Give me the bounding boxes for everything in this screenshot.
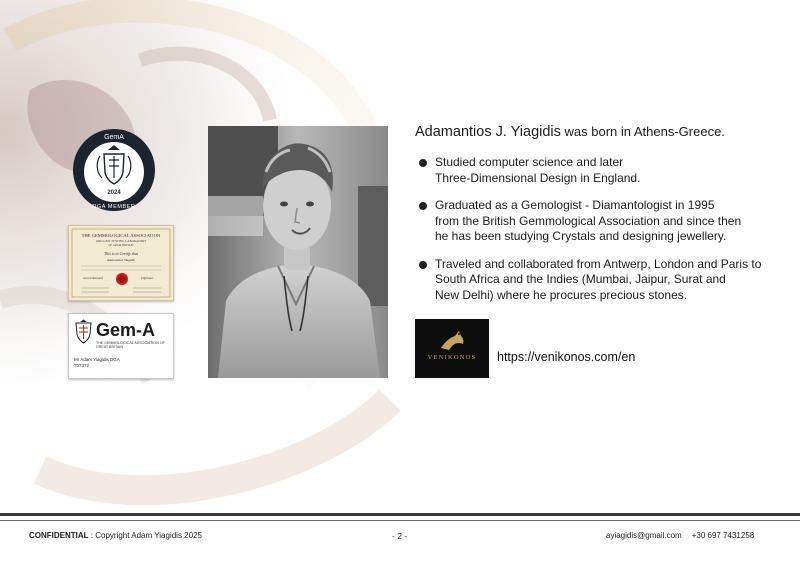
- diploma-certificate: [68, 225, 174, 301]
- contact-phone: +30 697 7431258: [691, 531, 755, 540]
- card-holder-name: Mr Adam Yiagidis DGA: [74, 357, 120, 362]
- gem-a-member-card: [68, 313, 174, 379]
- confidential-label: CONFIDENTIAL: [29, 531, 89, 540]
- venikonos-logo: [415, 319, 489, 378]
- footer-contact: [606, 531, 754, 540]
- card-member-number: 707372: [74, 362, 90, 368]
- cert-left-label: Gem Diamond: [83, 276, 103, 280]
- bullet-icon: [419, 261, 427, 269]
- page-number: - 2 -: [392, 531, 408, 541]
- bird-logo-icon: [437, 328, 467, 352]
- badge-top-text: GemA: [104, 134, 124, 141]
- intro-text: was born in Athens-Greece.: [560, 124, 725, 139]
- bullet-icon: [419, 159, 427, 167]
- cert-header: THE GEMMOLOGICAL ASSOCIATION: [81, 233, 161, 238]
- logo-wordmark: VENIKONOS: [427, 354, 477, 361]
- card-brand: Gem-A: [96, 320, 156, 340]
- cert-subheader: AND GEM TESTING LABORATORY: [95, 239, 147, 243]
- bio-bullet: Graduated as a Gemologist - Diamantologist in 1995 from the British Gemmological Association and since then he has been studying Crystals and designing jewellery.: [415, 198, 800, 245]
- contact-email[interactable]: ayiagidis@gmail.com: [606, 531, 682, 540]
- bio-bullet: Studied computer science and later Three-Dimensional Design in England.: [415, 155, 800, 186]
- footer-copyright: [29, 531, 202, 540]
- cert-holder-name: Adamantios Yiagidis: [107, 258, 135, 262]
- website-link[interactable]: https://venikonos.com/en: [497, 350, 636, 364]
- cert-right-label: Diploma: [141, 276, 153, 280]
- badge-bottom-text: DGA MEMBER: [92, 204, 136, 210]
- person-name: Adamantios J. Yiagidis: [415, 124, 561, 140]
- bio-bullet: Traveled and collaborated from Antwerp, London and Paris to South Africa and the Indies (Mumbai, Jaipur, Surat and New Delhi) where he procures precious stones.: [415, 257, 800, 304]
- intro-line: [415, 124, 795, 140]
- cert-subheader-2: OF GREAT BRITAIN: [108, 244, 134, 247]
- gema-member-badge: [72, 128, 156, 212]
- copyright-text: : Copyright Adam Yiagidis 2025: [88, 531, 202, 540]
- bullet-icon: [419, 202, 427, 210]
- footer-divider: [0, 513, 800, 516]
- cert-certify-text: This is to Certify that: [103, 251, 139, 256]
- crest-icon: [73, 319, 94, 345]
- badge-year: 2024: [107, 190, 121, 196]
- card-association: THE GEMMOLOGICAL ASSOCIATION OF GREAT BRITAIN: [96, 341, 165, 350]
- portrait-photo: [208, 126, 388, 378]
- footer-divider-thin: [0, 520, 800, 521]
- bio-bullet-list: [415, 155, 800, 315]
